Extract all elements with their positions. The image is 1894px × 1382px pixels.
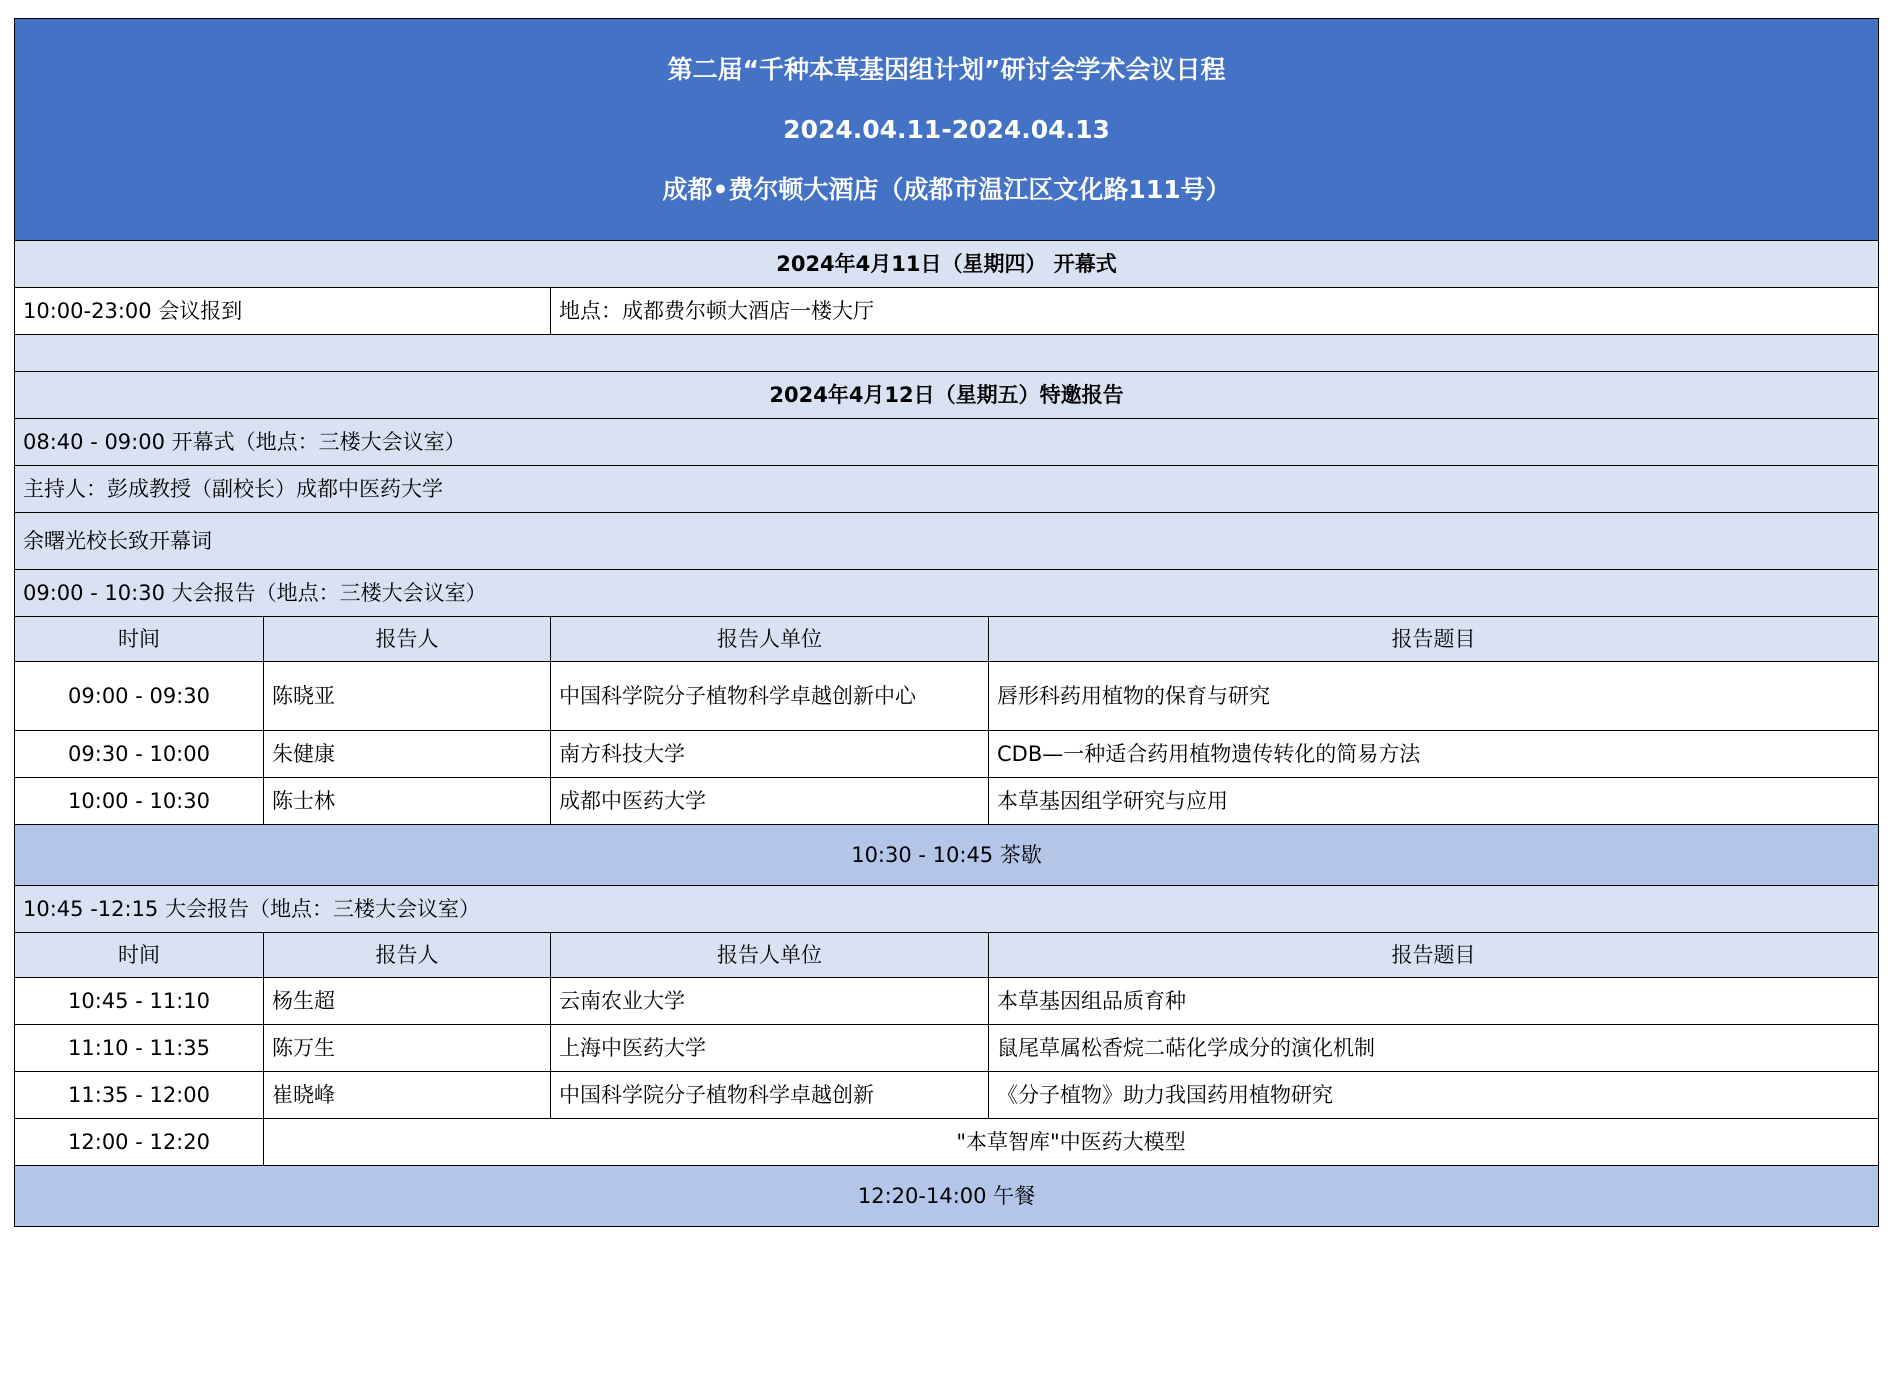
- day1-registration-row: [15, 288, 1879, 335]
- row-speaker: 陈士林: [264, 778, 551, 825]
- day2-speech-line: 余曙光校长致开幕词: [15, 513, 1879, 570]
- row-org: 上海中医药大学: [551, 1025, 989, 1072]
- session1-title: 09:00 - 10:30 大会报告（地点：三楼大会议室）: [15, 570, 1879, 617]
- banner-cell: [15, 19, 1879, 241]
- column-header-speaker: 报告人: [264, 933, 551, 978]
- row-time: 10:45 - 11:10: [15, 978, 264, 1025]
- tea-break-row: [15, 825, 1879, 886]
- day2-host-row: [15, 466, 1879, 513]
- table-row: [15, 1025, 1879, 1072]
- banner-dates: 2024.04.11-2024.04.13: [783, 114, 1110, 144]
- day1-header: 2024年4月11日（星期四） 开幕式: [15, 241, 1879, 288]
- conference-schedule-table: [14, 18, 1879, 1227]
- row-speaker: 陈晓亚: [264, 662, 551, 731]
- column-header-time: 时间: [15, 617, 264, 662]
- day2-opening-row: [15, 419, 1879, 466]
- row-speaker: 崔晓峰: [264, 1072, 551, 1119]
- tea-break: 10:30 - 10:45 茶歇: [15, 825, 1879, 886]
- row-time: 10:00 - 10:30: [15, 778, 264, 825]
- row-title: CDB—一种适合药用植物遗传转化的简易方法: [989, 731, 1879, 778]
- row-speaker: 朱健康: [264, 731, 551, 778]
- lunch-row: [15, 1166, 1879, 1227]
- day2-host-line: 主持人：彭成教授（副校长）成都中医药大学: [15, 466, 1879, 513]
- session2-title-row: [15, 886, 1879, 933]
- day2-opening-line: 08:40 - 09:00 开幕式（地点：三楼大会议室）: [15, 419, 1879, 466]
- row-org: 南方科技大学: [551, 731, 989, 778]
- column-header-org: 报告人单位: [551, 617, 989, 662]
- table-row: [15, 662, 1879, 731]
- day1-registration-place: 地点：成都费尔顿大酒店一楼大厅: [551, 288, 1879, 335]
- session2-title: 10:45 -12:15 大会报告（地点：三楼大会议室）: [15, 886, 1879, 933]
- table-row: [15, 778, 1879, 825]
- spacer-row: [15, 335, 1879, 372]
- row-time: 09:00 - 09:30: [15, 662, 264, 731]
- day2-speech-row: [15, 513, 1879, 570]
- special-row: [15, 1119, 1879, 1166]
- row-title: 本草基因组学研究与应用: [989, 778, 1879, 825]
- row-title: 唇形科药用植物的保育与研究: [989, 662, 1879, 731]
- row-time: 12:00 - 12:20: [15, 1119, 264, 1166]
- row-org: 成都中医药大学: [551, 778, 989, 825]
- row-title: 《分子植物》助力我国药用植物研究: [989, 1072, 1879, 1119]
- row-time: 11:35 - 12:00: [15, 1072, 264, 1119]
- row-content: "本草智库"中医药大模型: [264, 1119, 1879, 1166]
- spacer-cell: [15, 335, 1879, 372]
- banner-title: 第二届“千种本草基因组计划”研讨会学术会议日程: [667, 55, 1226, 84]
- lunch: 12:20-14:00 午餐: [15, 1166, 1879, 1227]
- day2-header-row: [15, 372, 1879, 419]
- row-speaker: 陈万生: [264, 1025, 551, 1072]
- session2-column-header-row: [15, 933, 1879, 978]
- day2-header: 2024年4月12日（星期五）特邀报告: [15, 372, 1879, 419]
- table-row: [15, 731, 1879, 778]
- column-header-title: 报告题目: [989, 617, 1879, 662]
- row-title: 本草基因组品质育种: [989, 978, 1879, 1025]
- table-row: [15, 1072, 1879, 1119]
- row-org: 云南农业大学: [551, 978, 989, 1025]
- row-org: 中国科学院分子植物科学卓越创新中心: [551, 662, 989, 731]
- banner-row: [15, 19, 1879, 241]
- column-header-speaker: 报告人: [264, 617, 551, 662]
- column-header-org: 报告人单位: [551, 933, 989, 978]
- day1-header-row: [15, 241, 1879, 288]
- row-org: 中国科学院分子植物科学卓越创新: [551, 1072, 989, 1119]
- banner-venue: 成都•费尔顿大酒店（成都市温江区文化路111号）: [662, 174, 1231, 204]
- row-time: 09:30 - 10:00: [15, 731, 264, 778]
- table-row: [15, 978, 1879, 1025]
- row-speaker: 杨生超: [264, 978, 551, 1025]
- column-header-title: 报告题目: [989, 933, 1879, 978]
- column-header-time: 时间: [15, 933, 264, 978]
- day1-registration-time: 10:00-23:00 会议报到: [15, 288, 551, 335]
- row-title: 鼠尾草属松香烷二萜化学成分的演化机制: [989, 1025, 1879, 1072]
- session1-title-row: [15, 570, 1879, 617]
- row-time: 11:10 - 11:35: [15, 1025, 264, 1072]
- session1-column-header-row: [15, 617, 1879, 662]
